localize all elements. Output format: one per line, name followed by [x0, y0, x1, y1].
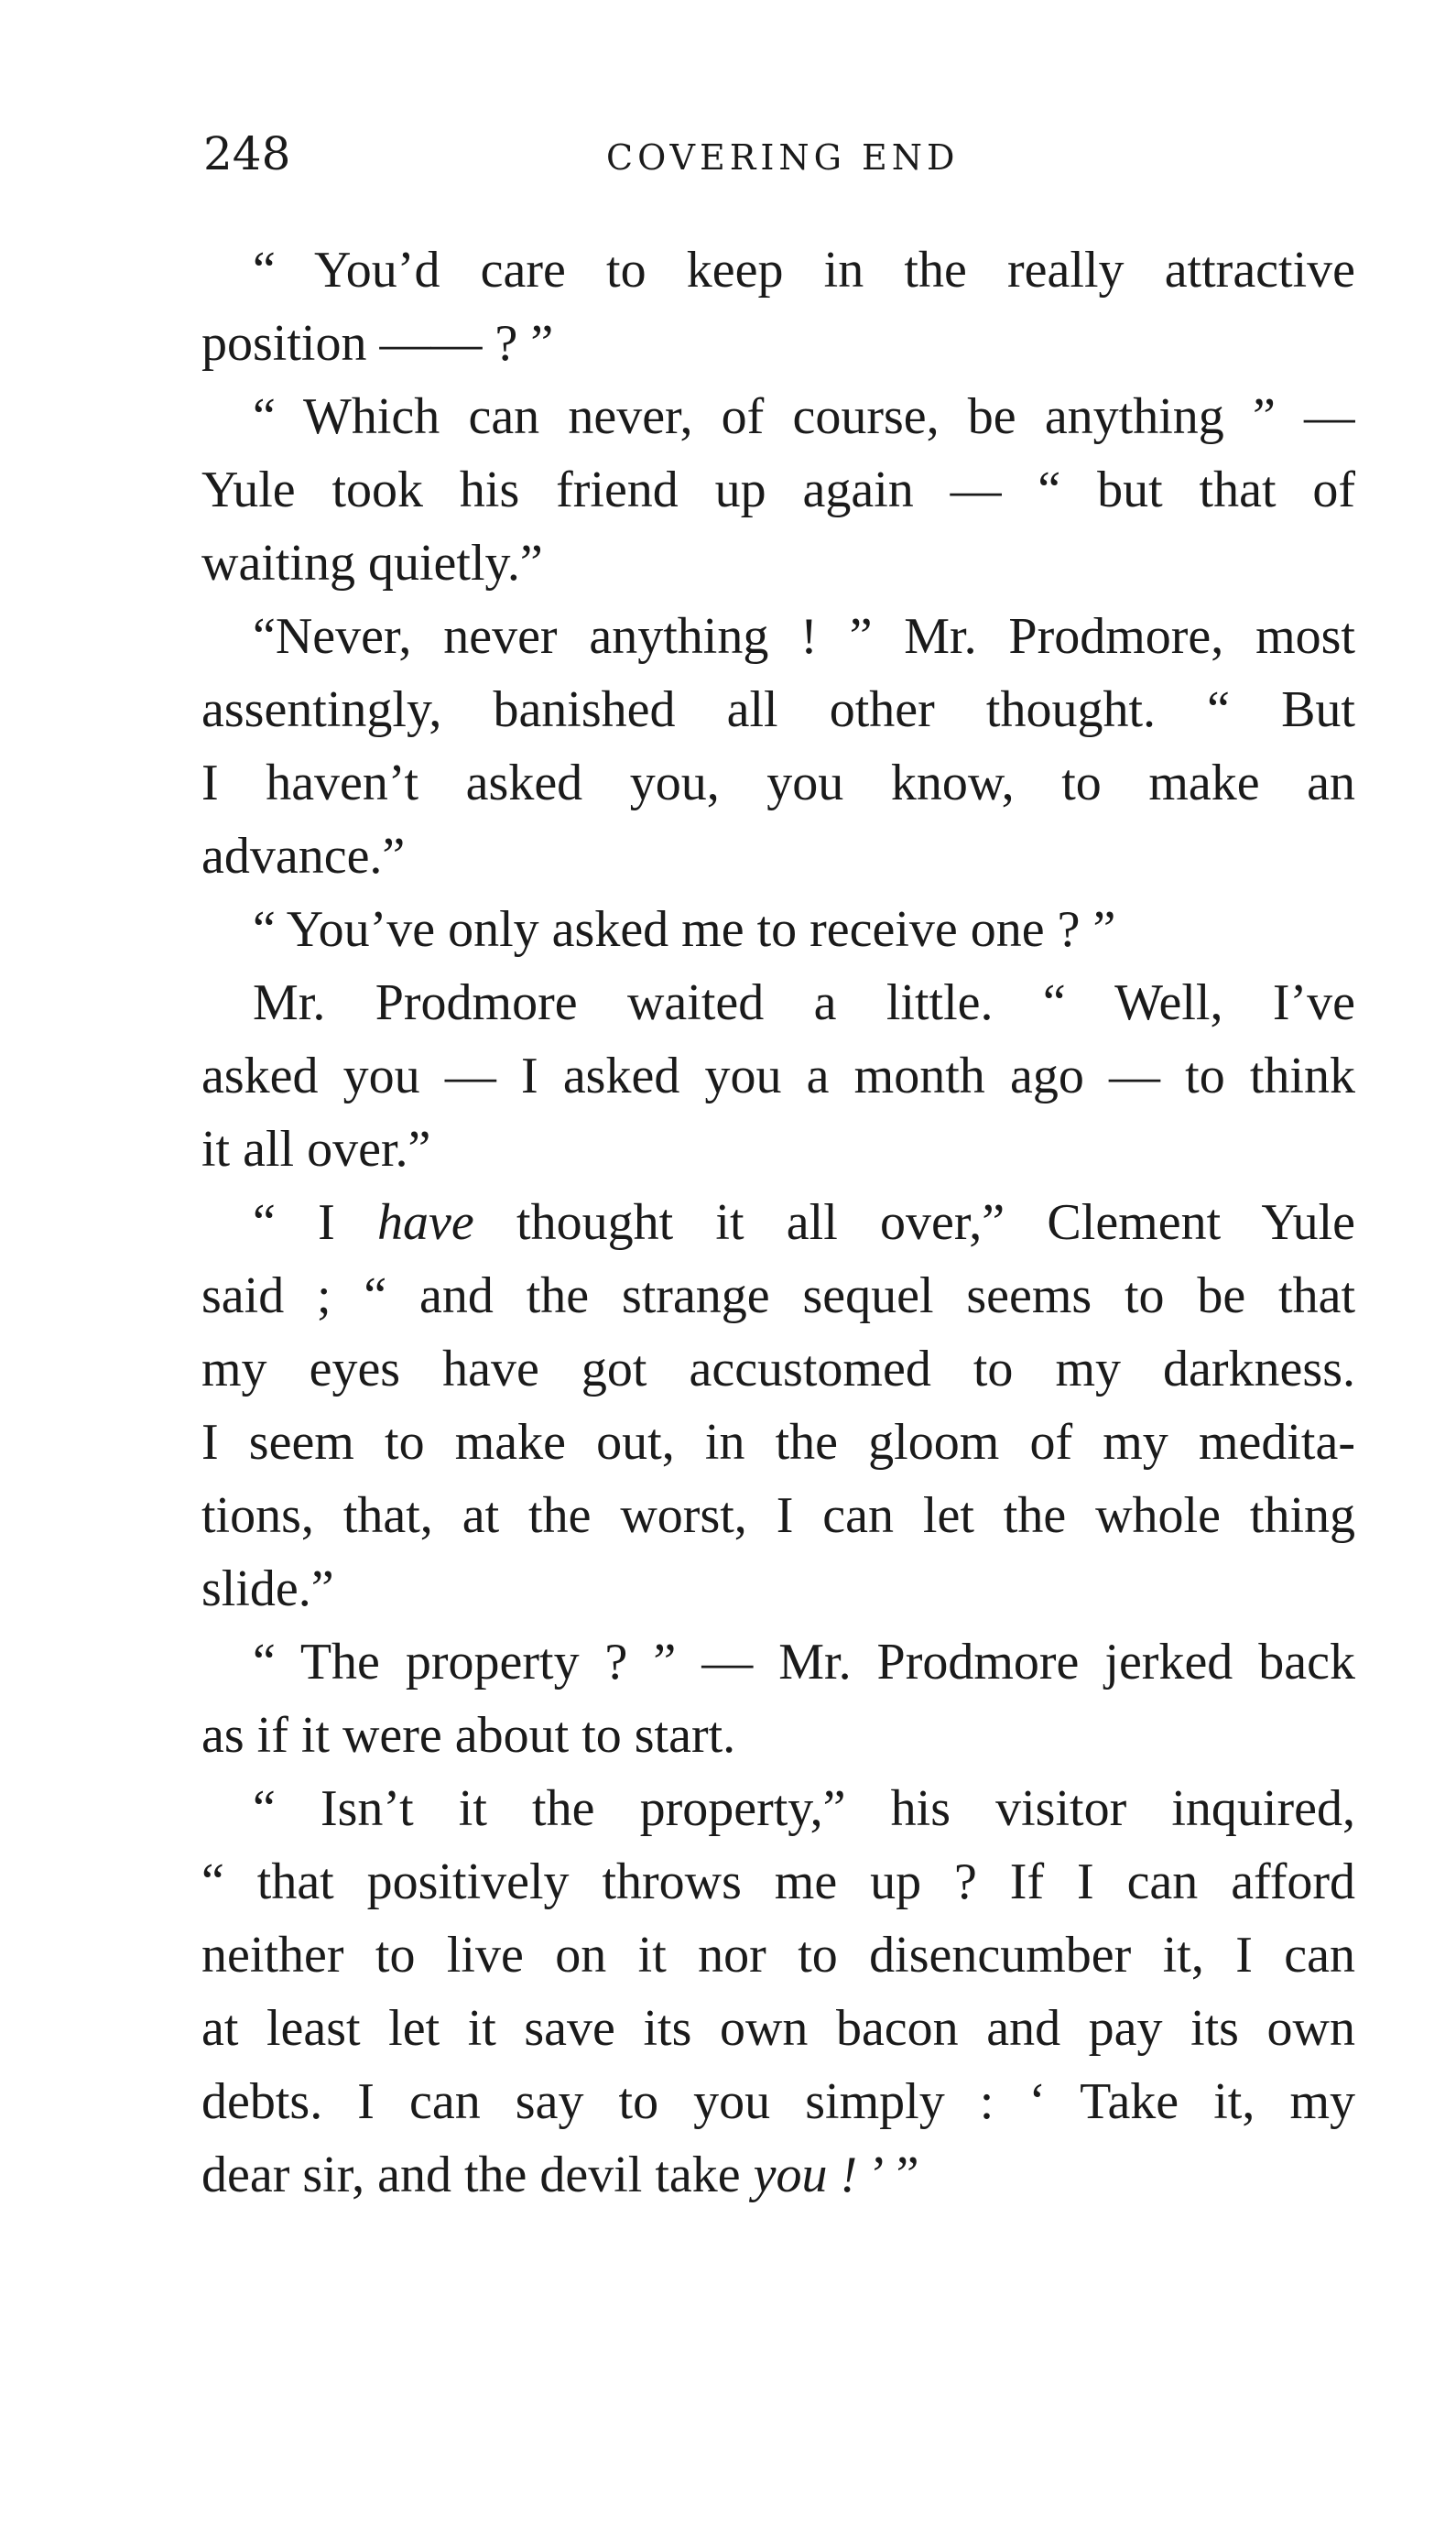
- text-line: [201, 234, 1355, 307]
- text-line: [201, 600, 1355, 673]
- text-line: [201, 893, 1355, 966]
- text-line: [201, 527, 1355, 600]
- text-line: [201, 1772, 1355, 1845]
- text-segment: “Never, never anything ! ” Mr. Prodmore, most: [253, 608, 1355, 665]
- text-line: [201, 1625, 1355, 1699]
- page-number: 248: [203, 127, 291, 180]
- text-segment: asked you — I asked you a month ago — to think: [201, 1048, 1355, 1104]
- text-segment: I haven’t asked you, you know, to make an: [201, 755, 1355, 811]
- text-line: [201, 1406, 1355, 1479]
- text-line: [201, 820, 1355, 893]
- text-line: [201, 1039, 1355, 1113]
- text-line: [201, 453, 1355, 527]
- text-segment: advance.”: [201, 828, 406, 885]
- italic-text: you !: [753, 2147, 858, 2203]
- text-segment: “ Isn’t it the property,” his visitor inquired,: [253, 1780, 1355, 1837]
- italic-text: have: [377, 1194, 474, 1251]
- text-segment: “ The property ? ” — Mr. Prodmore jerked back: [253, 1634, 1355, 1690]
- text-line: [201, 2065, 1355, 2138]
- text-line: [201, 966, 1355, 1039]
- text-segment: my eyes have got accustomed to my darkness.: [201, 1341, 1355, 1397]
- text-segment: “ I: [253, 1194, 378, 1251]
- text-segment: tions, that, at the worst, I can let the whole thing: [201, 1487, 1355, 1544]
- text-segment: position —— ? ”: [201, 315, 554, 372]
- text-line: [201, 1113, 1355, 1186]
- text-line: [201, 746, 1355, 820]
- text-segment: “ Which can never, of course, be anything ” —: [253, 388, 1355, 445]
- text-line: [201, 380, 1355, 453]
- running-title: COVERING END: [606, 137, 960, 178]
- text-segment: “ You’d care to keep in the really attractive: [253, 242, 1355, 299]
- text-segment: Yule took his friend up again — “ but that of: [201, 462, 1355, 518]
- text-line: [201, 1259, 1355, 1332]
- text-line: [201, 1186, 1355, 1259]
- text-segment: slide.”: [201, 1560, 334, 1617]
- text-segment: “ that positively throws me up ? If I can afford: [201, 1853, 1355, 1910]
- text-segment: “ You’ve only asked me to receive one ? ”: [253, 901, 1116, 958]
- text-line: [201, 2138, 1355, 2212]
- text-segment: Mr. Prodmore waited a little. “ Well, I’ve: [253, 974, 1355, 1031]
- text-segment: at least let it save its own bacon and pay its own: [201, 2000, 1355, 2057]
- text-line: [201, 1699, 1355, 1772]
- text-line: [201, 1552, 1355, 1625]
- text-segment: I seem to make out, in the gloom of my medita-: [201, 1414, 1355, 1471]
- running-head: [203, 117, 1355, 190]
- text-segment: neither to live on it nor to disencumber it, I can: [201, 1927, 1355, 1984]
- text-line: [201, 1845, 1355, 1919]
- text-segment: assentingly, banished all other thought. “ But: [201, 681, 1355, 738]
- text-line: [201, 1332, 1355, 1406]
- text-segment: said ; “ and the strange sequel seems to be that: [201, 1267, 1355, 1324]
- text-segment: dear sir, and the devil take: [201, 2147, 754, 2203]
- text-line: [201, 1479, 1355, 1552]
- text-line: [201, 673, 1355, 746]
- text-line: [201, 1992, 1355, 2065]
- text-segment: thought it all over,” Clement Yule: [473, 1194, 1355, 1251]
- text-segment: ’ ”: [857, 2147, 919, 2203]
- text-segment: waiting quietly.”: [201, 535, 543, 592]
- text-line: [201, 1919, 1355, 1992]
- text-segment: debts. I can say to you simply : ‘ Take it, my: [201, 2073, 1355, 2130]
- text-segment: as if it were about to start.: [201, 1707, 736, 1764]
- text-line: [201, 307, 1355, 380]
- text-segment: it all over.”: [201, 1121, 431, 1178]
- body-text: [201, 234, 1355, 2212]
